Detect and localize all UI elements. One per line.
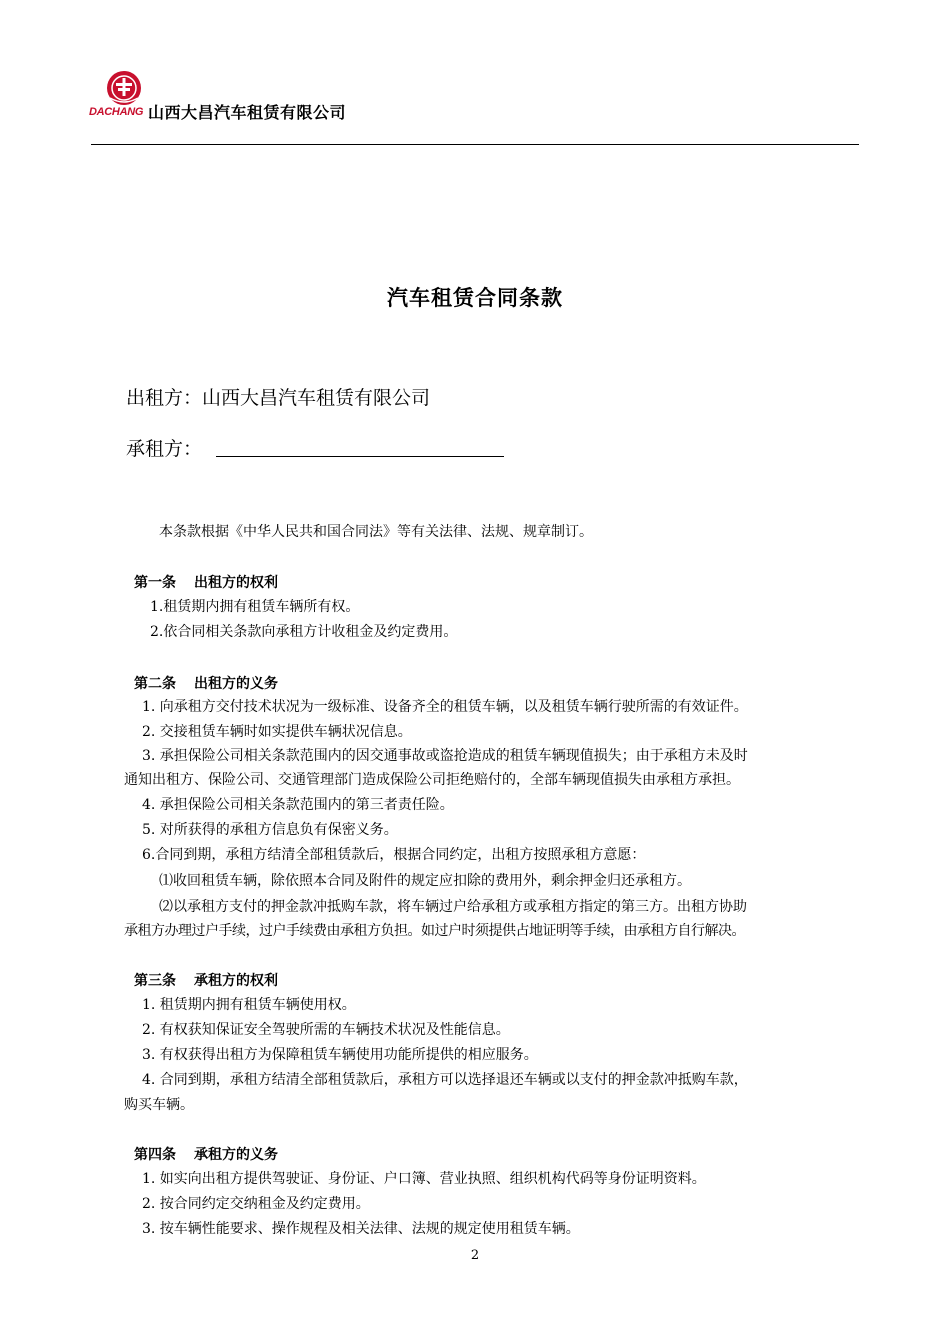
section-3-number: 第三条	[134, 973, 176, 989]
lessee-line	[126, 434, 202, 461]
section-2-line-2: 2. 交接租赁车辆时如实提供车辆状况信息。	[142, 724, 412, 740]
lessee-label: 承租方：	[126, 438, 203, 460]
document-title: 汽车租赁合同条款	[387, 286, 563, 310]
section-2-line-8: ⑴收回租赁车辆，除依照本合同及附件的规定应扣除的费用外，剩余押金归还承租方。	[159, 873, 691, 889]
section-2-line-3: 3. 承担保险公司相关条款范围内的因交通事故或盗抢造成的租赁车辆现值损失；由于承租方未及时	[142, 748, 748, 764]
section-4-title: 承租方的义务	[194, 1147, 278, 1163]
section-2-line-5: 4. 承担保险公司相关条款范围内的第三者责任险。	[142, 797, 454, 813]
section-4-line-2: 2. 按合同约定交纳租金及约定费用。	[142, 1196, 370, 1212]
section-2-number: 第二条	[134, 676, 176, 692]
section-1-heading	[134, 572, 278, 592]
section-4-number: 第四条	[134, 1147, 176, 1163]
section-2-title: 出租方的义务	[194, 676, 278, 692]
section-1-line-2: 2.依合同相关条款向承租方计收租金及约定费用。	[150, 624, 458, 640]
section-3-title: 承租方的权利	[194, 973, 278, 989]
section-3-heading	[134, 970, 278, 990]
header-divider	[91, 144, 859, 145]
section-2-line-7: 6.合同到期，承租方结清全部租赁款后，根据合同约定，出租方按照承租方意愿：	[142, 847, 646, 863]
section-1-line-1: 1.租赁期内拥有租赁车辆所有权。	[150, 599, 360, 615]
section-3-line-2: 2. 有权获知保证安全驾驶所需的车辆技术状况及性能信息。	[142, 1022, 510, 1038]
section-4-heading	[134, 1144, 278, 1164]
section-3-line-3: 3. 有权获得出租方为保障租赁车辆使用功能所提供的相应服务。	[142, 1047, 538, 1063]
section-2-line-4: 通知出租方、保险公司、交通管理部门造成保险公司拒绝赔付的，全部车辆现值损失由承租方承担。	[124, 772, 740, 788]
section-3-line-5: 购买车辆。	[124, 1097, 194, 1113]
section-3-line-4: 4. 合同到期，承租方结清全部租赁款后，承租方可以选择退还车辆或以支付的押金款冲抵购车款，	[142, 1072, 748, 1088]
section-2-line-10: 承租方办理过户手续，过户手续费由承租方负担。如过户时须提供占地证明等手续，由承租方自行解决。	[124, 923, 745, 939]
header-company-name: 山西大昌汽车租赁有限公司	[148, 103, 347, 122]
section-2-heading	[134, 673, 278, 693]
logo-wordmark: DACHANG	[89, 106, 144, 118]
lessee-blank-underline	[216, 456, 504, 457]
section-2-line-9: ⑵以承租方支付的押金款冲抵购车款，将车辆过户给承租方或承租方指定的第三方。出租方协助	[159, 899, 747, 915]
lessor-name: 山西大昌汽车租赁有限公司	[202, 387, 431, 409]
section-2-line-1: 1. 向承租方交付技术状况为一级标准、设备齐全的租赁车辆，以及租赁车辆行驶所需的有效证件。	[142, 699, 748, 715]
section-4-line-3: 3. 按车辆性能要求、操作规程及相关法律、法规的规定使用租赁车辆。	[142, 1221, 580, 1237]
section-3-line-1: 1. 租赁期内拥有租赁车辆使用权。	[142, 997, 356, 1013]
section-1-title: 出租方的权利	[194, 575, 278, 591]
page-number: 2	[470, 1248, 480, 1263]
lessor-label: 出租方：	[126, 387, 203, 409]
section-4-line-1: 1. 如实向出租方提供驾驶证、身份证、户口簿、营业执照、组织机构代码等身份证明资料。	[142, 1171, 706, 1187]
lessor-line	[126, 383, 430, 410]
section-1-number: 第一条	[134, 575, 176, 591]
section-2-line-6: 5. 对所获得的承租方信息负有保密义务。	[142, 822, 398, 838]
intro-paragraph: 本条款根据《中华人民共和国合同法》等有关法律、法规、规章制订。	[159, 524, 593, 540]
